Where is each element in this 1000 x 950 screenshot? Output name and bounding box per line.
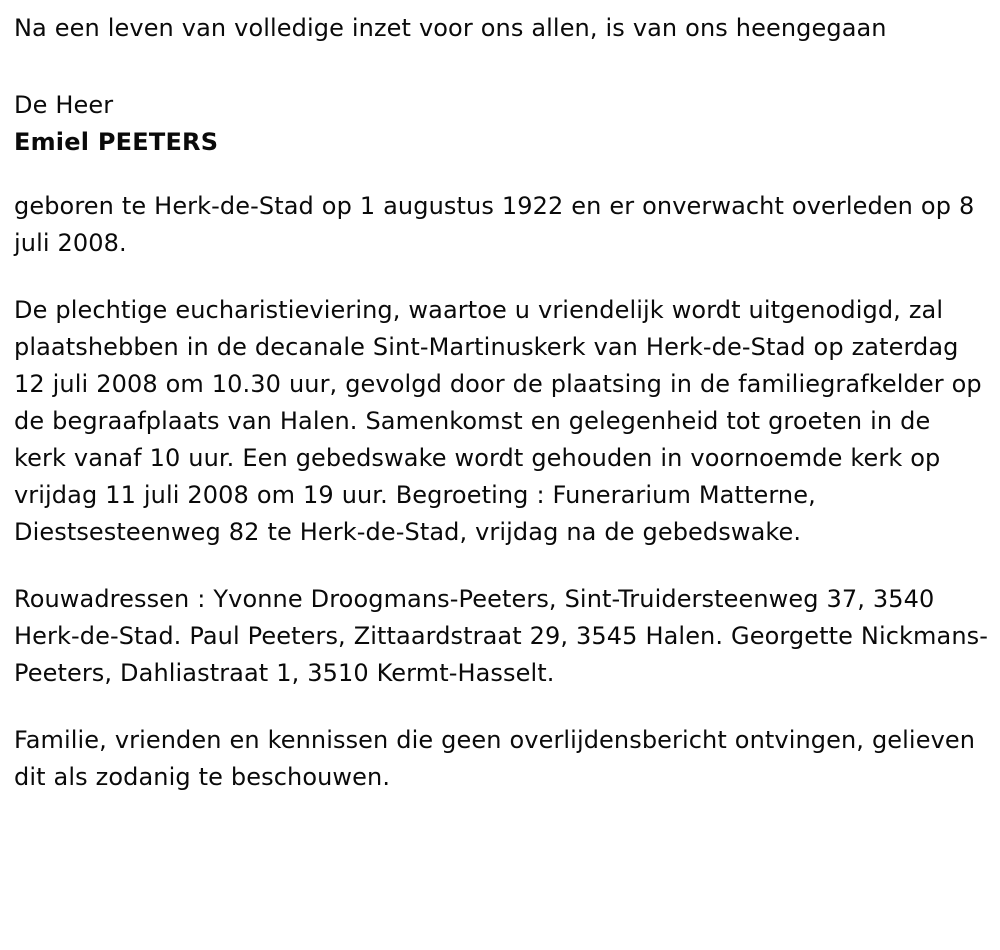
condolence-addresses-paragraph: Rouwadressen : Yvonne Droogmans-Peeters, Sint-Truidersteenweg 37, 3540 Herk-de-Stad. Paul Peeters, Zittaardstraat 29, 3545 Halen. Georgette Nickmans-Peeters, Dahliastraat 1, 3510 Kermt-Hasselt. bbox=[14, 585, 989, 687]
lead-paragraph: Na een leven van volledige inzet voor ons allen, is van ons heengegaan bbox=[14, 14, 887, 42]
deceased-name: Emiel PEETERS bbox=[14, 128, 219, 156]
closing-paragraph: Familie, vrienden en kennissen die geen overlijdensbericht ontvingen, gelieven dit als zodanig te beschouwen. bbox=[14, 726, 976, 791]
birth-death-paragraph: geboren te Herk-de-Stad op 1 augustus 1922 en er onverwacht overleden op 8 juli 2008. bbox=[14, 192, 975, 257]
service-details-paragraph: De plechtige eucharistieviering, waartoe u vriendelijk wordt uitgenodigd, zal plaatshebben in de decanale Sint-Martinuskerk van Herk-de-Stad op zaterdag 12 juli 2008 om 10.30 uur, gevolgd door de plaatsing in de familiegrafkelder op de begraafplaats van Halen. Samenkomst en gelegenheid tot groeten in de kerk vanaf 10 uur. Een gebedswake wordt gehouden in voornoemde kerk op vrijdag 11 juli 2008 om 19 uur. Begroeting : Funerarium Matterne, Diestsesteenweg 82 te Herk-de-Stad, vrijdag na de gebedswake. bbox=[14, 296, 982, 546]
salutation-line: De Heer bbox=[14, 91, 114, 119]
